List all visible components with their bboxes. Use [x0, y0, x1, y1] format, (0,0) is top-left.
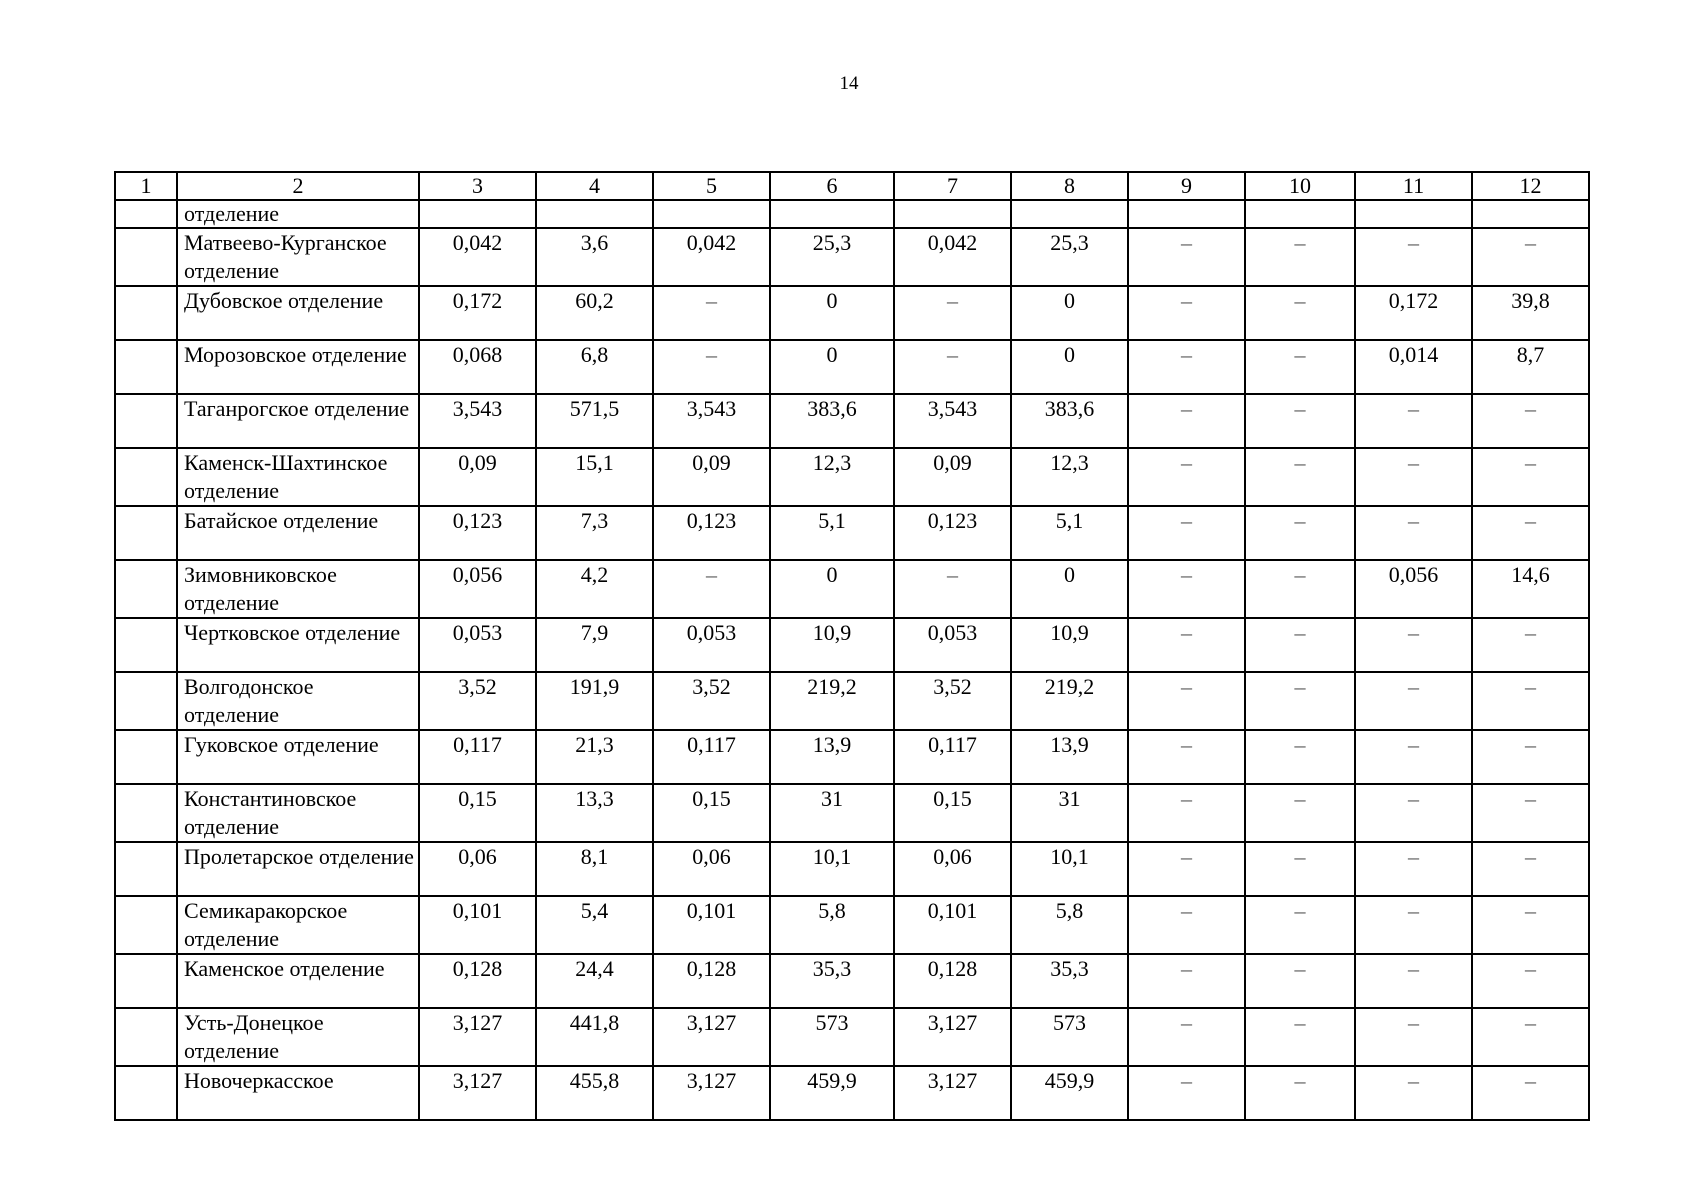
value-cell: 0,117	[653, 730, 770, 784]
value-cell: –	[1355, 784, 1472, 842]
value-cell: 31	[1011, 784, 1128, 842]
value-cell: 35,3	[1011, 954, 1128, 1008]
row-number-cell	[115, 286, 177, 340]
row-number-cell	[115, 784, 177, 842]
value-cell: –	[1245, 506, 1355, 560]
value-cell: –	[1355, 1066, 1472, 1120]
value-cell: 8,1	[536, 842, 653, 896]
value-cell: 459,9	[770, 1066, 894, 1120]
value-cell: –	[1128, 954, 1245, 1008]
value-cell: 0	[770, 560, 894, 618]
value-cell: 35,3	[770, 954, 894, 1008]
row-number-cell	[115, 228, 177, 286]
department-name: Новочеркасское	[177, 1066, 419, 1120]
value-cell: 3,52	[419, 672, 536, 730]
value-cell: 0,09	[419, 448, 536, 506]
value-cell: 60,2	[536, 286, 653, 340]
value-cell: 3,127	[419, 1008, 536, 1066]
table-row	[115, 448, 1589, 506]
value-cell: 25,3	[1011, 228, 1128, 286]
value-cell: –	[1355, 228, 1472, 286]
value-cell: –	[1128, 730, 1245, 784]
department-name: Дубовское отделение	[177, 286, 419, 340]
value-cell	[653, 200, 770, 228]
value-cell: –	[894, 286, 1011, 340]
value-cell: 5,1	[1011, 506, 1128, 560]
value-cell: 441,8	[536, 1008, 653, 1066]
value-cell: 0,042	[419, 228, 536, 286]
department-name: Зимовниковское отделение	[177, 560, 419, 618]
row-number-cell	[115, 842, 177, 896]
value-cell: –	[1128, 286, 1245, 340]
row-number-cell	[115, 506, 177, 560]
table-row	[115, 618, 1589, 672]
value-cell: 3,127	[419, 1066, 536, 1120]
department-name: Матвеево-Курганское отделение	[177, 228, 419, 286]
value-cell: –	[1245, 618, 1355, 672]
value-cell	[536, 200, 653, 228]
value-cell: –	[1128, 1008, 1245, 1066]
department-name: Таганрогское отделение	[177, 394, 419, 448]
value-cell: –	[1355, 896, 1472, 954]
value-cell: –	[1128, 394, 1245, 448]
value-cell: –	[1128, 506, 1245, 560]
value-cell: 0	[1011, 286, 1128, 340]
department-name: Каменск-Шахтинское отделение	[177, 448, 419, 506]
value-cell: 31	[770, 784, 894, 842]
column-number: 5	[653, 172, 770, 200]
value-cell: –	[1245, 730, 1355, 784]
value-cell: –	[1128, 672, 1245, 730]
value-cell: 0,042	[894, 228, 1011, 286]
value-cell: 0,056	[1355, 560, 1472, 618]
data-table	[114, 171, 1590, 1121]
value-cell: –	[653, 286, 770, 340]
value-cell: –	[1355, 1008, 1472, 1066]
department-name: Гуковское отделение	[177, 730, 419, 784]
value-cell: –	[1472, 1066, 1589, 1120]
value-cell: –	[894, 340, 1011, 394]
value-cell: 15,1	[536, 448, 653, 506]
value-cell: –	[1128, 560, 1245, 618]
value-cell: 0,056	[419, 560, 536, 618]
value-cell: 6,8	[536, 340, 653, 394]
value-cell	[1355, 200, 1472, 228]
value-cell: 5,8	[1011, 896, 1128, 954]
department-name: Пролетарское отделение	[177, 842, 419, 896]
value-cell: 0,128	[419, 954, 536, 1008]
table-row	[115, 340, 1589, 394]
value-cell: –	[1245, 228, 1355, 286]
department-name: Чертковское отделение	[177, 618, 419, 672]
value-cell: –	[894, 560, 1011, 618]
department-name: Каменское отделение	[177, 954, 419, 1008]
value-cell: 3,6	[536, 228, 653, 286]
table-row	[115, 560, 1589, 618]
value-cell: 13,3	[536, 784, 653, 842]
value-cell: –	[1472, 784, 1589, 842]
table-row	[115, 896, 1589, 954]
value-cell: –	[1245, 784, 1355, 842]
value-cell: 13,9	[770, 730, 894, 784]
column-number: 11	[1355, 172, 1472, 200]
value-cell: 0,117	[894, 730, 1011, 784]
value-cell: 21,3	[536, 730, 653, 784]
value-cell: –	[1355, 842, 1472, 896]
value-cell: –	[1245, 1066, 1355, 1120]
column-number-row	[115, 172, 1589, 200]
value-cell: 0,068	[419, 340, 536, 394]
value-cell: 10,1	[770, 842, 894, 896]
row-number-cell	[115, 618, 177, 672]
value-cell: 0,172	[1355, 286, 1472, 340]
value-cell: –	[1472, 672, 1589, 730]
department-name: Усть-Донецкое отделение	[177, 1008, 419, 1066]
value-cell: 39,8	[1472, 286, 1589, 340]
column-number: 10	[1245, 172, 1355, 200]
continuation-row	[115, 200, 1589, 228]
column-number: 9	[1128, 172, 1245, 200]
value-cell: 0,128	[653, 954, 770, 1008]
value-cell: 3,127	[894, 1066, 1011, 1120]
value-cell: 0	[770, 286, 894, 340]
table-body	[115, 172, 1589, 1120]
value-cell: 0,06	[653, 842, 770, 896]
value-cell: –	[1355, 394, 1472, 448]
column-number: 8	[1011, 172, 1128, 200]
value-cell: 8,7	[1472, 340, 1589, 394]
table-row	[115, 394, 1589, 448]
row-number-cell	[115, 954, 177, 1008]
value-cell: 0,053	[894, 618, 1011, 672]
column-number: 4	[536, 172, 653, 200]
value-cell: 191,9	[536, 672, 653, 730]
value-cell: 0,101	[653, 896, 770, 954]
value-cell: –	[1245, 340, 1355, 394]
value-cell: 0,09	[653, 448, 770, 506]
value-cell	[1128, 200, 1245, 228]
value-cell: 3,543	[653, 394, 770, 448]
value-cell: 0,014	[1355, 340, 1472, 394]
value-cell: 10,9	[770, 618, 894, 672]
value-cell: –	[1128, 618, 1245, 672]
value-cell: –	[1128, 340, 1245, 394]
value-cell	[1472, 200, 1589, 228]
value-cell: –	[1472, 730, 1589, 784]
value-cell: –	[1355, 618, 1472, 672]
value-cell: –	[1355, 954, 1472, 1008]
value-cell: 3,127	[653, 1066, 770, 1120]
table-row	[115, 672, 1589, 730]
department-name: Батайское отделение	[177, 506, 419, 560]
value-cell: 573	[770, 1008, 894, 1066]
row-number-cell	[115, 560, 177, 618]
row-number-cell	[115, 448, 177, 506]
value-cell: 24,4	[536, 954, 653, 1008]
value-cell: 573	[1011, 1008, 1128, 1066]
value-cell: 7,3	[536, 506, 653, 560]
value-cell: 0,15	[894, 784, 1011, 842]
column-number: 7	[894, 172, 1011, 200]
table-row	[115, 506, 1589, 560]
value-cell: –	[1128, 784, 1245, 842]
value-cell: 3,543	[419, 394, 536, 448]
value-cell: 4,2	[536, 560, 653, 618]
row-number-cell	[115, 896, 177, 954]
value-cell: 0,123	[419, 506, 536, 560]
value-cell: –	[1355, 448, 1472, 506]
value-cell: –	[1472, 448, 1589, 506]
value-cell: 12,3	[770, 448, 894, 506]
value-cell: 25,3	[770, 228, 894, 286]
table-row	[115, 1066, 1589, 1120]
value-cell: 3,127	[653, 1008, 770, 1066]
value-cell: 0,128	[894, 954, 1011, 1008]
value-cell: 0	[770, 340, 894, 394]
value-cell: –	[1472, 506, 1589, 560]
value-cell: –	[1472, 896, 1589, 954]
value-cell: –	[1245, 1008, 1355, 1066]
value-cell: 0,15	[653, 784, 770, 842]
value-cell: –	[653, 560, 770, 618]
value-cell: 219,2	[770, 672, 894, 730]
column-number: 12	[1472, 172, 1589, 200]
value-cell	[419, 200, 536, 228]
value-cell: 3,543	[894, 394, 1011, 448]
value-cell: –	[1472, 228, 1589, 286]
department-name: Морозовское отделение	[177, 340, 419, 394]
value-cell: –	[1355, 506, 1472, 560]
value-cell	[1245, 200, 1355, 228]
value-cell: 0,117	[419, 730, 536, 784]
department-name: Константиновское отделение	[177, 784, 419, 842]
table-row	[115, 954, 1589, 1008]
value-cell: –	[1128, 896, 1245, 954]
value-cell: –	[1472, 842, 1589, 896]
row-number-cell	[115, 672, 177, 730]
table-row	[115, 286, 1589, 340]
row-number-cell	[115, 200, 177, 228]
value-cell: 0	[1011, 560, 1128, 618]
value-cell: –	[653, 340, 770, 394]
value-cell: 10,9	[1011, 618, 1128, 672]
value-cell: 5,8	[770, 896, 894, 954]
value-cell: 13,9	[1011, 730, 1128, 784]
value-cell: –	[1128, 228, 1245, 286]
value-cell: 14,6	[1472, 560, 1589, 618]
row-number-cell	[115, 730, 177, 784]
value-cell: 0,172	[419, 286, 536, 340]
value-cell: 5,1	[770, 506, 894, 560]
value-cell: –	[1472, 1008, 1589, 1066]
table-row	[115, 784, 1589, 842]
value-cell: 12,3	[1011, 448, 1128, 506]
value-cell: –	[1355, 730, 1472, 784]
value-cell: –	[1472, 618, 1589, 672]
value-cell: 0,101	[419, 896, 536, 954]
value-cell: 459,9	[1011, 1066, 1128, 1120]
value-cell: 0	[1011, 340, 1128, 394]
value-cell: 3,52	[894, 672, 1011, 730]
department-name: Семикаракорское отделение	[177, 896, 419, 954]
value-cell: 0,053	[653, 618, 770, 672]
value-cell: –	[1245, 394, 1355, 448]
value-cell: –	[1355, 672, 1472, 730]
value-cell: –	[1472, 394, 1589, 448]
value-cell	[894, 200, 1011, 228]
value-cell: 0,042	[653, 228, 770, 286]
row-number-cell	[115, 340, 177, 394]
value-cell: 0,101	[894, 896, 1011, 954]
value-cell: 0,123	[894, 506, 1011, 560]
column-number: 2	[177, 172, 419, 200]
value-cell: 3,52	[653, 672, 770, 730]
department-name: отделение	[177, 200, 419, 228]
value-cell: 3,127	[894, 1008, 1011, 1066]
row-number-cell	[115, 1066, 177, 1120]
value-cell: –	[1245, 954, 1355, 1008]
value-cell: –	[1128, 842, 1245, 896]
value-cell: 219,2	[1011, 672, 1128, 730]
column-number: 1	[115, 172, 177, 200]
value-cell: 10,1	[1011, 842, 1128, 896]
table-row	[115, 730, 1589, 784]
value-cell: –	[1245, 896, 1355, 954]
value-cell: 571,5	[536, 394, 653, 448]
value-cell: –	[1245, 842, 1355, 896]
value-cell: –	[1128, 448, 1245, 506]
row-number-cell	[115, 1008, 177, 1066]
value-cell: 455,8	[536, 1066, 653, 1120]
value-cell: 0,06	[419, 842, 536, 896]
value-cell: –	[1128, 1066, 1245, 1120]
column-number: 6	[770, 172, 894, 200]
value-cell: 7,9	[536, 618, 653, 672]
value-cell: 5,4	[536, 896, 653, 954]
table-row	[115, 842, 1589, 896]
value-cell: –	[1245, 286, 1355, 340]
value-cell: 383,6	[770, 394, 894, 448]
row-number-cell	[115, 394, 177, 448]
value-cell: 0,053	[419, 618, 536, 672]
value-cell: 383,6	[1011, 394, 1128, 448]
value-cell: 0,06	[894, 842, 1011, 896]
value-cell: –	[1472, 954, 1589, 1008]
value-cell	[1011, 200, 1128, 228]
value-cell: 0,09	[894, 448, 1011, 506]
column-number: 3	[419, 172, 536, 200]
table-row	[115, 228, 1589, 286]
page-number: 14	[839, 73, 859, 94]
table-row	[115, 1008, 1589, 1066]
value-cell	[770, 200, 894, 228]
value-cell: 0,123	[653, 506, 770, 560]
value-cell: –	[1245, 448, 1355, 506]
value-cell: –	[1245, 672, 1355, 730]
value-cell: –	[1245, 560, 1355, 618]
value-cell: 0,15	[419, 784, 536, 842]
department-name: Волгодонское отделение	[177, 672, 419, 730]
